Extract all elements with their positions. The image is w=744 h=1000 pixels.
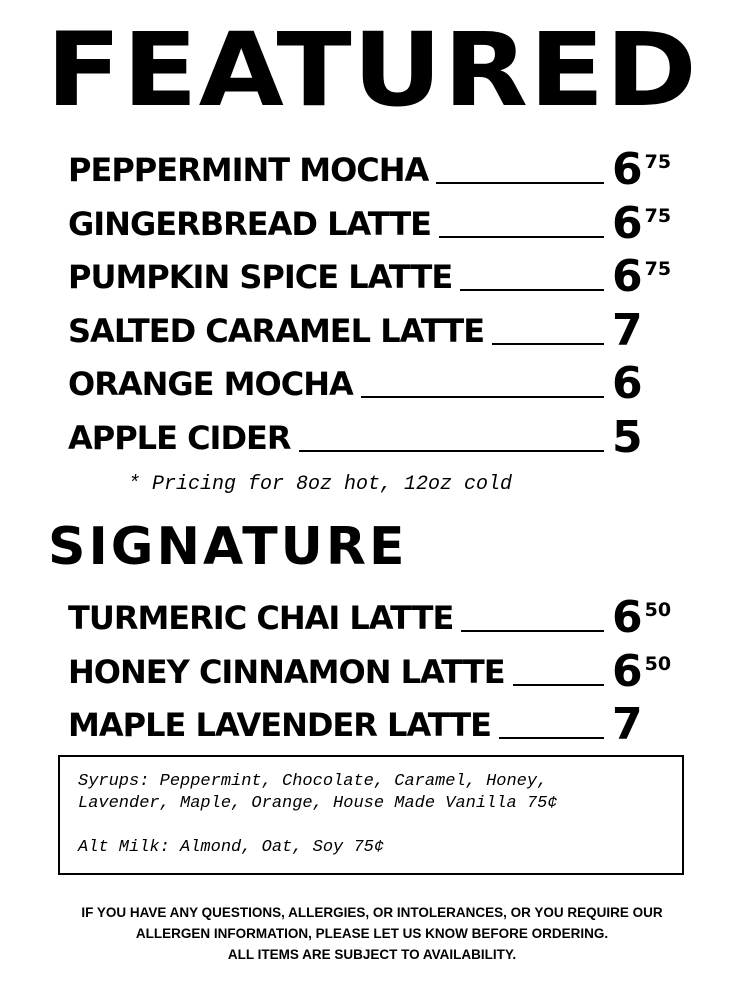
leader-line [499, 695, 604, 739]
signature-heading: SIGNATURE [48, 517, 408, 577]
menu-item [68, 247, 680, 301]
menu-item-name: TURMERIC CHAI LATTE [68, 599, 454, 637]
menu-item-price [612, 194, 680, 254]
footer-line: ALLERGEN INFORMATION, PLEASE LET US KNOW BEFORE ORDERING. [135, 926, 609, 941]
menu-item-name: ORANGE MOCHA [68, 365, 353, 403]
menu-item-price [612, 642, 680, 702]
menu-item [68, 642, 680, 696]
footer-line: ALL ITEMS ARE SUBJECT TO AVAILABILITY. [227, 947, 517, 962]
menu-item [68, 140, 680, 194]
leader-line [513, 642, 604, 686]
leader-line [361, 354, 604, 398]
menu-item-name: MAPLE LAVENDER LATTE [68, 706, 491, 744]
pricing-note: * Pricing for 8oz hot, 12oz cold [128, 473, 513, 496]
price-dollars: 5 [612, 411, 643, 463]
menu-item-name: HONEY CINNAMON LATTE [68, 652, 505, 691]
menu-item [68, 408, 680, 462]
menu-item-price [612, 140, 680, 200]
price-dollars: 6 [612, 645, 643, 697]
menu-item [68, 194, 680, 248]
featured-menu-list [68, 140, 680, 461]
leader-line [461, 588, 604, 632]
leader-line [492, 301, 604, 345]
signature-menu-list [68, 588, 680, 749]
price-cents: 75 [644, 151, 672, 173]
price-dollars: 6 [612, 144, 643, 195]
price-cents: 75 [644, 258, 672, 280]
price-cents: 50 [644, 652, 672, 675]
menu-item-name: SALTED CARAMEL LATTE [68, 311, 485, 350]
leader-line [436, 140, 604, 184]
menu-item-price [612, 588, 680, 648]
price-dollars: 6 [612, 592, 643, 643]
menu-item-price [612, 695, 680, 755]
price-cents: 75 [644, 204, 672, 227]
menu-item-name: PUMPKIN SPICE LATTE [68, 258, 453, 296]
syrups-text-line2: Lavender, Maple, Orange, House Made Vanilla 75¢ [78, 794, 558, 813]
menu-item [68, 588, 680, 642]
footer-line: IF YOU HAVE ANY QUESTIONS, ALLERGIES, OR INTOLERANCES, OR YOU REQUIRE OUR [81, 905, 663, 920]
price-dollars: 7 [612, 304, 643, 356]
price-cents: 50 [644, 599, 672, 621]
menu-item-price [612, 354, 680, 414]
featured-heading: FEATURED [46, 11, 698, 130]
menu-item-price [612, 408, 680, 468]
menu-item [68, 301, 680, 355]
menu-item-price [612, 301, 680, 361]
extras-box [58, 755, 684, 875]
menu-item [68, 354, 680, 408]
syrups-text-line1: Syrups: Peppermint, Chocolate, Caramel, Honey, [78, 772, 548, 791]
menu-item [68, 695, 680, 749]
price-dollars: 6 [612, 251, 643, 302]
leader-line [299, 408, 604, 452]
menu-item-name: PEPPERMINT MOCHA [68, 151, 429, 189]
menu-item-name: APPLE CIDER [68, 418, 291, 457]
price-dollars: 7 [612, 699, 643, 750]
alt-milk-text: Alt Milk: Almond, Oat, Soy 75¢ [78, 838, 385, 857]
allergen-footer [50, 902, 694, 965]
price-dollars: 6 [612, 358, 643, 409]
leader-line [460, 247, 604, 291]
price-dollars: 6 [612, 197, 643, 249]
menu-item-name: GINGERBREAD LATTE [68, 204, 431, 243]
leader-line [439, 194, 604, 238]
menu-item-price [612, 247, 680, 307]
